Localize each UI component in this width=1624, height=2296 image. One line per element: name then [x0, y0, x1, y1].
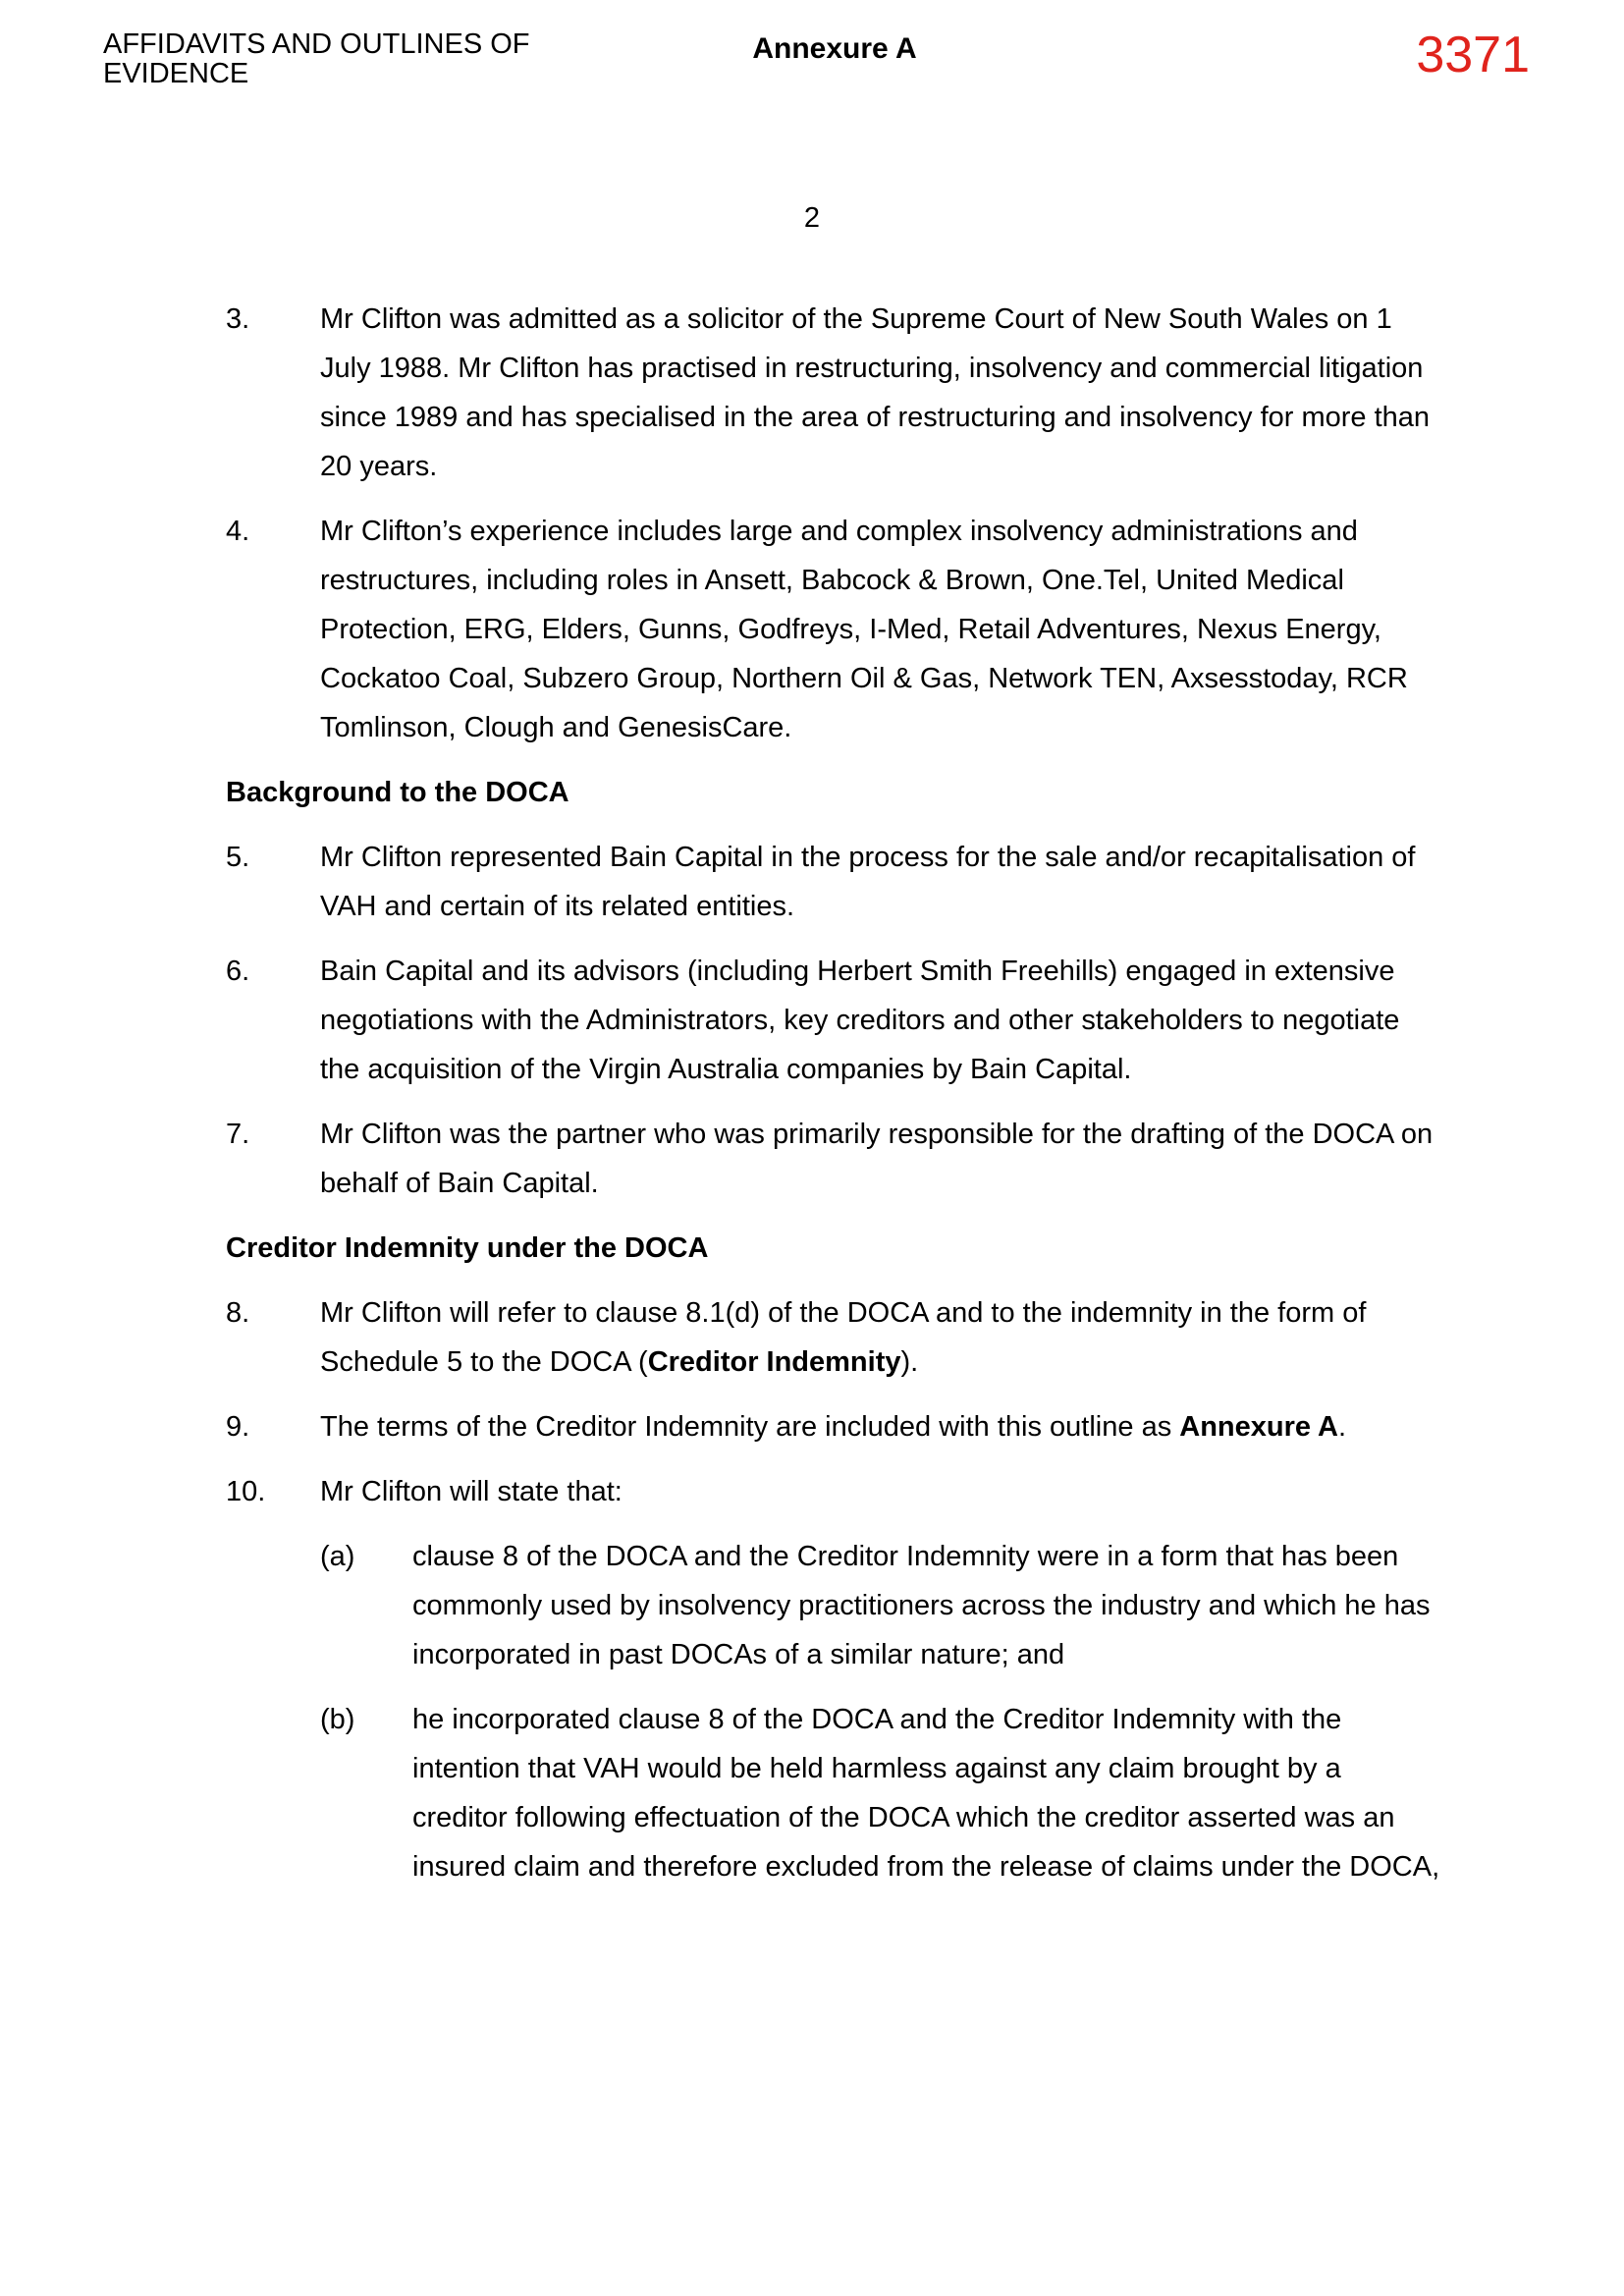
paragraph-text: Mr Clifton was the partner who was primarily responsible for the drafting of the DOCA on behalf of Bain Capital. — [320, 1119, 1434, 1199]
paragraph-3 — [226, 295, 1443, 491]
header-title-line1: AFFIDAVITS AND OUTLINES OF — [103, 28, 530, 60]
paragraph-text: Mr Clifton was admitted as a solicitor of the Supreme Court of New South Wales on 1 July 1988. Mr Clifton has practised in restructuring, insolvency and commercial litigation since 1989 and has specialised in the area of restructuring and insolvency for more than 20 years. — [320, 303, 1431, 482]
paragraph-number: 7. — [226, 1119, 250, 1150]
subparagraph-text: he incorporated clause 8 of the DOCA and the Creditor Indemnity with the intention that VAH would be held harmless against any claim brought by a creditor following effectuation of the DOCA which the creditor asserted was an insured claim and therefore excluded from the release of claims under the DOCA, — [412, 1704, 1440, 1883]
defined-term: Annexure A — [1179, 1411, 1338, 1443]
subparagraph-label: (b) — [320, 1704, 355, 1735]
paragraph-text: Bain Capital and its advisors (including Herbert Smith Freehills) engaged in extensive negotiations with the Administrators, key creditors and other stakeholders to negotiate the acquisition of the Virgin Australia companies by Bain Capital. — [320, 956, 1400, 1085]
paragraph-text: Mr Clifton’s experience includes large and complex insolvency administrations and restructures, including roles in Ansett, Babcock & Brown, One.Tel, United Medical Protection, ERG, Elders, Gunns, Godfreys, I-Med, Retail Adventures, Nexus Energy, Cockatoo Coal, Subzero Group, Northern Oil & Gas, Network TEN, Axsesstoday, RCR Tomlinson, Clough and GenesisCare. — [320, 516, 1408, 743]
paragraph-7 — [226, 1110, 1443, 1208]
paragraph-number: 3. — [226, 303, 250, 335]
page-stamp-number: 3371 — [1416, 27, 1530, 83]
subparagraph-a — [320, 1532, 1443, 1679]
document-body — [226, 295, 1443, 1907]
annexure-label: Annexure A — [752, 32, 917, 65]
subparagraph-text: clause 8 of the DOCA and the Creditor Indemnity were in a form that has been commonly used by insolvency practitioners across the industry and which he has incorporated in past DOCAs of a similar nature; and — [412, 1541, 1431, 1670]
paragraph-text: Mr Clifton will state that: — [320, 1476, 623, 1507]
page-number: 2 — [803, 202, 821, 234]
paragraph-number: 9. — [226, 1411, 250, 1443]
paragraph-number: 4. — [226, 516, 250, 547]
paragraph-9 — [226, 1402, 1443, 1451]
paragraph-number: 6. — [226, 956, 250, 987]
paragraph-number: 8. — [226, 1297, 250, 1329]
subparagraph-label: (a) — [320, 1541, 355, 1572]
paragraph-text — [320, 1288, 1443, 1387]
paragraph-4 — [226, 507, 1443, 752]
text-run: The terms of the Creditor Indemnity are included with this outline as — [320, 1411, 1180, 1443]
document-header-title — [103, 29, 653, 88]
defined-term: Creditor Indemnity — [647, 1346, 901, 1378]
paragraph-5 — [226, 833, 1443, 931]
section-heading-creditor-indemnity: Creditor Indemnity under the DOCA — [226, 1232, 709, 1264]
text-run: . — [1337, 1411, 1347, 1443]
paragraph-text — [320, 1402, 1443, 1451]
header-title-line2: EVIDENCE — [103, 58, 249, 89]
paragraph-text: Mr Clifton represented Bain Capital in the process for the sale and/or recapitalisation of VAH and certain of its related entities. — [320, 842, 1416, 922]
text-run: ). — [900, 1346, 919, 1378]
paragraph-6 — [226, 947, 1443, 1094]
text-run: Mr Clifton will refer to clause 8.1(d) of the DOCA and to the indemnity in the form of Schedule 5 to the DOCA ( — [320, 1297, 1367, 1378]
paragraph-8 — [226, 1288, 1443, 1387]
section-heading-background: Background to the DOCA — [226, 777, 569, 808]
paragraph-number: 10. — [226, 1476, 266, 1507]
paragraph-number: 5. — [226, 842, 250, 873]
paragraph-10 — [226, 1467, 1443, 1516]
subparagraph-b — [320, 1695, 1443, 1891]
